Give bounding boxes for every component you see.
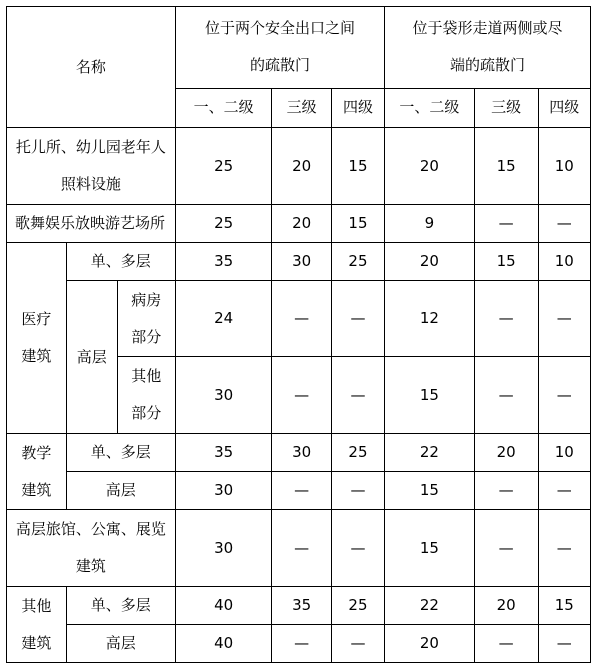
sub-label-medical-ward (117, 281, 175, 357)
value-cell: 15 (385, 357, 475, 434)
value-cell: 20 (385, 625, 475, 663)
value-cell: 24 (175, 281, 272, 357)
row-label-line: 教学 (21, 443, 52, 462)
table-row (7, 205, 591, 243)
value-cell: 12 (385, 281, 475, 357)
value-cell: 35 (272, 587, 331, 625)
value-cell: 15 (474, 128, 538, 205)
value-cell: 35 (175, 243, 272, 281)
sub-label-teaching-low: 单、多层 (66, 434, 175, 472)
value-cell: 25 (175, 128, 272, 205)
sub-label-other-high: 高层 (66, 625, 175, 663)
row-label-line: 部分 (131, 404, 162, 422)
value-cell: 15 (385, 510, 475, 587)
value-cell: 25 (175, 205, 272, 243)
row-label-hotel (7, 510, 176, 587)
header-level: 三级 (474, 88, 538, 127)
row-label-line: 高层旅馆、公寓、展览 (15, 520, 166, 538)
value-cell: 20 (272, 205, 331, 243)
table-row (7, 243, 591, 281)
row-label-medical (7, 243, 67, 434)
table-row (7, 434, 591, 472)
value-cell: — (272, 472, 331, 510)
value-cell: — (538, 281, 590, 357)
sub-label-medical-other (117, 357, 175, 434)
table-row (7, 625, 591, 663)
value-cell: 15 (331, 205, 384, 243)
value-cell: 30 (175, 510, 272, 587)
value-cell: — (538, 357, 590, 434)
table-row (7, 281, 591, 357)
value-cell: 20 (474, 587, 538, 625)
row-label-line: 其他 (131, 367, 162, 385)
evacuation-distance-table (6, 6, 591, 663)
header-group-deadend (385, 7, 591, 89)
value-cell: 30 (175, 357, 272, 434)
value-cell: — (272, 625, 331, 663)
sub-label-medical-low: 单、多层 (66, 243, 175, 281)
row-label-line: 医疗 (21, 310, 52, 328)
value-cell: 15 (474, 243, 538, 281)
value-cell: 22 (385, 434, 475, 472)
header-level: 三级 (272, 88, 331, 127)
value-cell: 40 (175, 625, 272, 663)
value-cell: — (538, 205, 590, 243)
row-label-line: 其他 (21, 596, 52, 615)
value-cell: — (272, 281, 331, 357)
header-level: 一、二级 (175, 88, 272, 127)
value-cell: 10 (538, 128, 590, 205)
header-level: 一、二级 (385, 88, 475, 127)
value-cell: — (474, 625, 538, 663)
table-row (7, 128, 591, 205)
header-row-group (7, 7, 591, 89)
value-cell: — (331, 281, 384, 357)
value-cell: — (474, 281, 538, 357)
value-cell: 15 (385, 472, 475, 510)
header-level: 四级 (331, 88, 384, 127)
sub-label-other-low: 单、多层 (66, 587, 175, 625)
value-cell: — (538, 472, 590, 510)
header-group-between-line1: 位于两个安全出口之间 (204, 19, 355, 38)
value-cell: 25 (331, 243, 384, 281)
value-cell: 40 (175, 587, 272, 625)
sub-label-medical-high: 高层 (66, 281, 117, 434)
value-cell: — (331, 510, 384, 587)
value-cell: — (474, 205, 538, 243)
header-group-between-line2: 的疏散门 (249, 56, 310, 75)
row-label-line: 照料设施 (60, 175, 121, 193)
sub-label-teaching-high: 高层 (66, 472, 175, 510)
value-cell: — (538, 625, 590, 663)
value-cell: 30 (272, 434, 331, 472)
value-cell: 22 (385, 587, 475, 625)
table-row (7, 472, 591, 510)
row-label-entertainment: 歌舞娱乐放映游艺场所 (7, 205, 176, 243)
value-cell: 10 (538, 243, 590, 281)
row-label-line: 建筑 (21, 347, 52, 365)
value-cell: — (474, 472, 538, 510)
header-group-deadend-line1: 位于袋形走道两侧或尽 (412, 19, 563, 38)
value-cell: 30 (175, 472, 272, 510)
row-label-line: 部分 (131, 327, 162, 346)
value-cell: — (272, 510, 331, 587)
table-row (7, 587, 591, 625)
value-cell: 10 (538, 434, 590, 472)
value-cell: 25 (331, 587, 384, 625)
value-cell: — (331, 472, 384, 510)
value-cell: — (272, 357, 331, 434)
header-name-cell (7, 7, 176, 128)
value-cell: 15 (331, 128, 384, 205)
table-row (7, 510, 591, 587)
row-label-line: 建筑 (21, 633, 52, 652)
header-level: 四级 (538, 88, 590, 127)
value-cell: 20 (385, 128, 475, 205)
value-cell: — (474, 357, 538, 434)
value-cell: 9 (385, 205, 475, 243)
value-cell: 30 (272, 243, 331, 281)
row-label-line: 建筑 (75, 557, 106, 575)
header-name: 名称 (75, 57, 106, 76)
row-label-kindergarten (7, 128, 176, 205)
value-cell: 20 (474, 434, 538, 472)
row-label-line: 托儿所、幼儿园老年人 (15, 138, 166, 156)
value-cell: 35 (175, 434, 272, 472)
value-cell: — (331, 357, 384, 434)
value-cell: — (474, 510, 538, 587)
header-group-between (175, 7, 384, 89)
row-label-line: 病房 (131, 290, 162, 309)
header-group-deadend-line2: 端的疏散门 (450, 56, 526, 75)
value-cell: 20 (385, 243, 475, 281)
value-cell: 15 (538, 587, 590, 625)
row-label-line: 建筑 (21, 480, 52, 499)
row-label-other-buildings (7, 587, 67, 663)
value-cell: 25 (331, 434, 384, 472)
value-cell: — (538, 510, 590, 587)
value-cell: — (331, 625, 384, 663)
row-label-teaching (7, 434, 67, 510)
value-cell: 20 (272, 128, 331, 205)
